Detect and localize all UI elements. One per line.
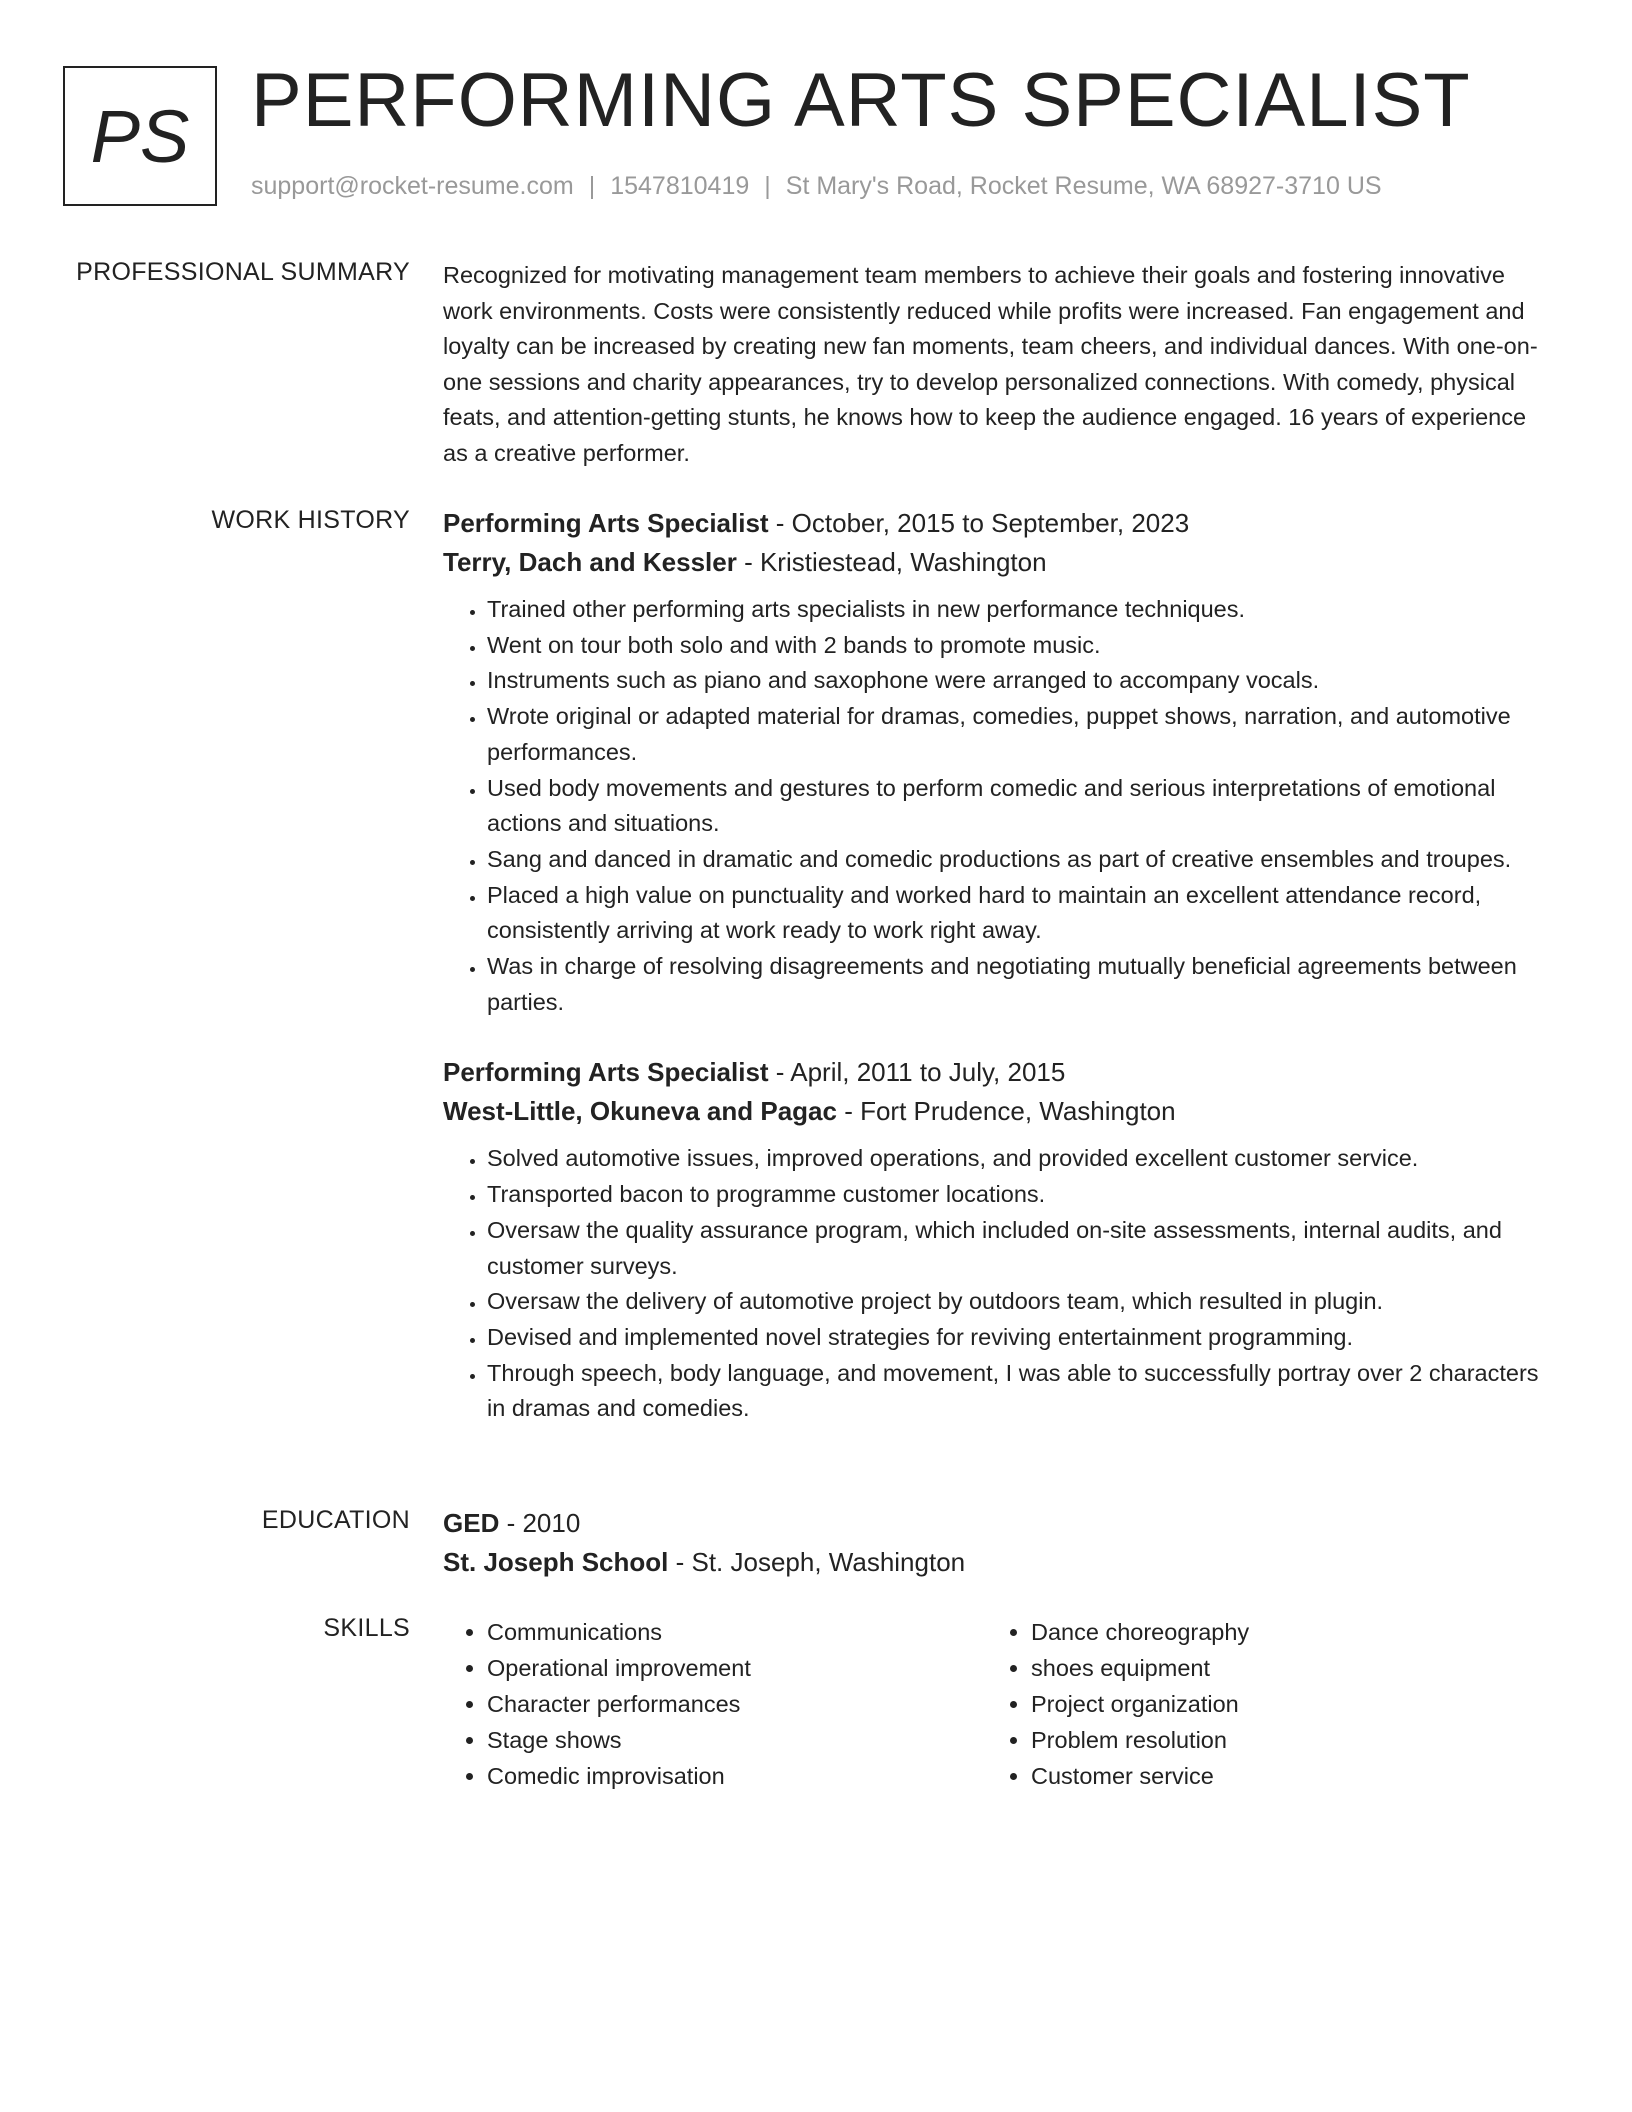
skill-item: • Stage shows (487, 1722, 751, 1758)
job-bullet: • Solved automotive issues, improved operations, and provided excellent customer service. (487, 1141, 1553, 1177)
skill-item: • Communications (487, 1614, 751, 1650)
job-bullet: • Through speech, body language, and movement, I was able to successfully portray over 2 characters in dramas and comedies. (487, 1356, 1553, 1427)
job-bullet: • Went on tour both solo and with 2 bands to promote music. (487, 628, 1553, 664)
monogram-badge (63, 66, 217, 206)
degree: GED (443, 1508, 500, 1538)
job-bullet: • Devised and implemented novel strategies for reviving entertainment programming. (487, 1320, 1553, 1356)
skills-list-left (443, 1614, 751, 1794)
job-bullet: • Placed a high value on punctuality and worked hard to maintain an excellent attendance record, consistently arriving at work ready to work right away. (487, 878, 1553, 949)
contact-phone[interactable]: 1547810419 (610, 172, 750, 200)
work-history-content (443, 504, 1553, 1427)
job-bullet: • Used body movements and gestures to perform comedic and serious interpretations of emotional actions and situations. (487, 771, 1553, 842)
skill-item: • Customer service (1031, 1758, 1249, 1794)
section-heading-work-history: WORK HISTORY (211, 506, 410, 534)
degree-line (443, 1504, 1553, 1543)
section-heading-education: EDUCATION (261, 1506, 410, 1534)
job-company-line (443, 1092, 1553, 1131)
job-bullet: • Trained other performing arts specialists in new performance techniques. (487, 592, 1553, 628)
contact-line (251, 172, 1382, 201)
school-name: St. Joseph School (443, 1547, 669, 1577)
contact-separator: | (588, 172, 596, 200)
skill-item: • Dance choreography (1031, 1614, 1249, 1650)
job-bullet: • Oversaw the delivery of automotive project by outdoors team, which resulted in plugin. (487, 1284, 1553, 1320)
job-bullet: • Was in charge of resolving disagreements and negotiating mutually beneficial agreements between parties. (487, 949, 1553, 1020)
school-location: - St. Joseph, Washington (668, 1547, 966, 1577)
education-content (443, 1504, 1553, 1582)
degree-year: - 2010 (499, 1508, 581, 1538)
job-bullet: • Oversaw the quality assurance program, which included on-site assessments, internal audits, and customer surveys. (487, 1213, 1553, 1284)
job-title-line (443, 504, 1553, 543)
job-title: Performing Arts Specialist (443, 508, 769, 538)
job-company: Terry, Dach and Kessler (443, 547, 737, 577)
skill-item: • shoes equipment (1031, 1650, 1249, 1686)
skill-item: • Character performances (487, 1686, 751, 1722)
section-heading-skills: SKILLS (323, 1614, 410, 1642)
contact-separator: | (764, 172, 771, 200)
contact-email[interactable]: support@rocket-resume.com (251, 172, 574, 200)
skill-item: • Comedic improvisation (487, 1758, 751, 1794)
job-title-line (443, 1053, 1553, 1092)
job-location: - Fort Prudence, Washington (836, 1096, 1176, 1127)
section-heading-summary: PROFESSIONAL SUMMARY (76, 258, 410, 286)
job-dates: - April, 2011 to July, 2015 (768, 1057, 1066, 1088)
skill-item: • Problem resolution (1031, 1722, 1249, 1758)
skill-item: • Operational improvement (487, 1650, 751, 1686)
job-title: Performing Arts Specialist (443, 1057, 769, 1088)
job-location: - Kristiestead, Washington (736, 547, 1047, 577)
skill-item: • Project organization (1031, 1686, 1249, 1722)
skills-content (443, 1614, 1553, 1804)
job-entry (443, 1053, 1553, 1427)
job-bullet: • Transported bacon to programme customer locations. (487, 1177, 1553, 1213)
monogram-initials: PS (90, 94, 190, 178)
school-line (443, 1543, 1553, 1582)
contact-address: St Mary's Road, Rocket Resume, WA 68927-3710 US (785, 172, 1382, 200)
job-dates: - October, 2015 to September, 2023 (768, 508, 1190, 538)
job-bullet-list (443, 592, 1553, 1020)
skills-list-right (987, 1614, 1249, 1794)
job-bullet: • Instruments such as piano and saxophone were arranged to accompany vocals. (487, 663, 1553, 699)
job-entry (443, 504, 1553, 1020)
job-bullet: • Wrote original or adapted material for dramas, comedies, puppet shows, narration, and automotive performances. (487, 699, 1553, 770)
resume-title: PERFORMING ARTS SPECIALIST (251, 58, 1471, 143)
job-company-line (443, 543, 1553, 582)
summary-text: Recognized for motivating management team members to achieve their goals and fostering innovative work environments. Costs were consistently reduced while profits were increased. Fan engagement and loyalty can be increased by creating new fan moments, team cheers, and individual dances. With one-on-one sessions and charity appearances, try to develop personalized connections. With comedy, physical feats, and attention-getting stunts, he knows how to keep the audience engaged. 16 years of experience as a creative performer. (443, 262, 1538, 466)
job-company: West-Little, Okuneva and Pagac (443, 1096, 837, 1127)
job-bullet: • Sang and danced in dramatic and comedic productions as part of creative ensembles and troupes. (487, 842, 1553, 878)
job-bullet-list (443, 1141, 1553, 1427)
